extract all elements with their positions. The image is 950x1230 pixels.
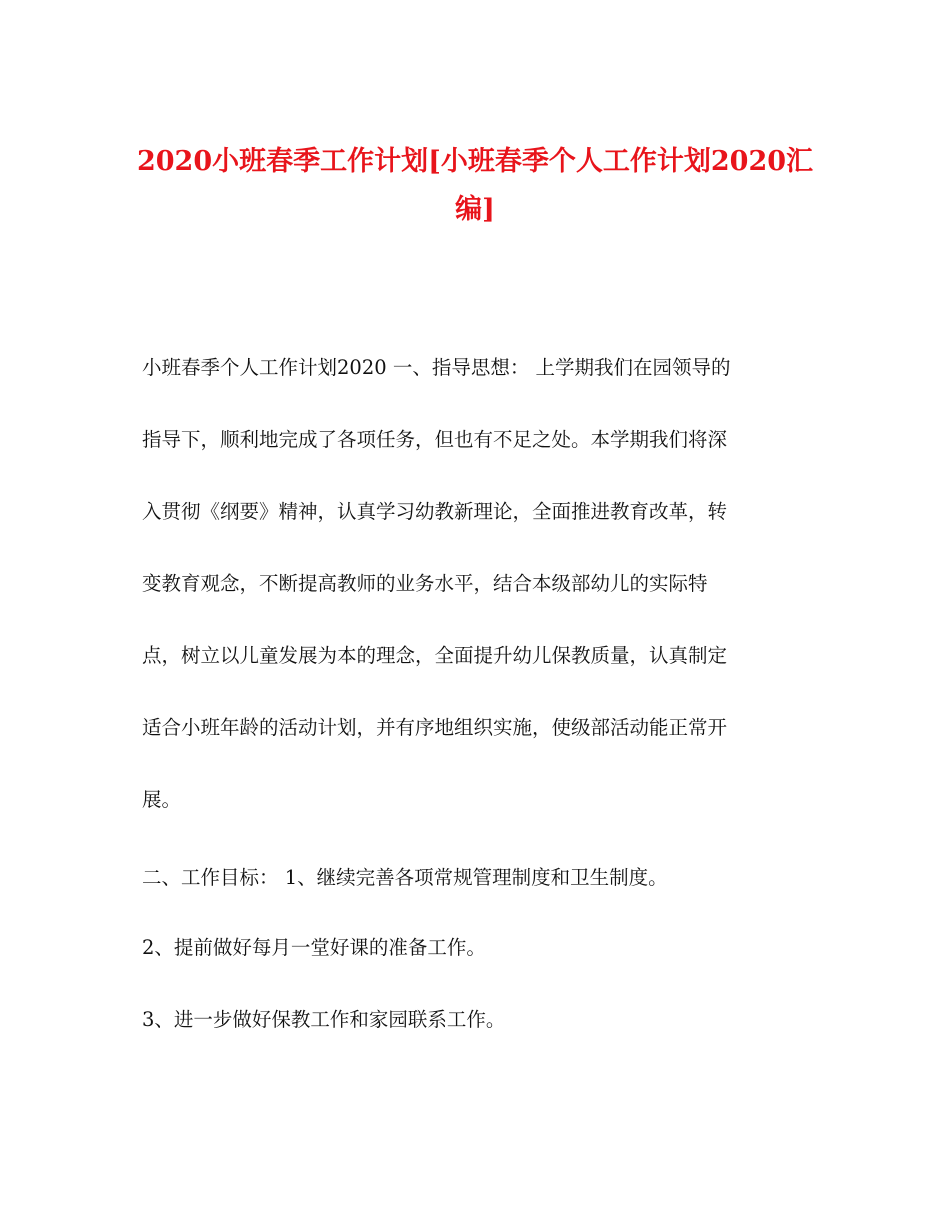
body-line-2: 指导下，顺利地完成了各项任务，但也有不足之处。本学期我们将深 [142,428,728,451]
body-line-10: 3、进一步做好保教工作和家园联系工作。 [142,1008,506,1031]
body-line-8: 二、工作目标： 1、继续完善各项常规管理制度和卫生制度。 [142,866,668,889]
body-line-6: 适合小班年龄的活动计划，并有序地组织实施，使级部活动能正常开 [142,716,728,739]
body-line-4: 变教育观念，不断提高教师的业务水平，结合本级部幼儿的实际特 [142,572,708,595]
body-line-9: 2、提前做好每月一堂好课的准备工作。 [142,936,486,959]
body-line-5: 点，树立以儿童发展为本的理念，全面提升幼儿保教质量，认真制定 [142,644,728,667]
document-title: 2020小班春季工作计划[小班春季个人工作计划2020汇编] [136,146,814,225]
body-line-3: 入贯彻《纲要》精神，认真学习幼教新理论，全面推进教育改革，转 [142,500,728,523]
body-line-7: 展。 [142,788,182,811]
body-line-1: 小班春季个人工作计划2020 一、指导思想： 上学期我们在园领导的 [142,356,731,379]
